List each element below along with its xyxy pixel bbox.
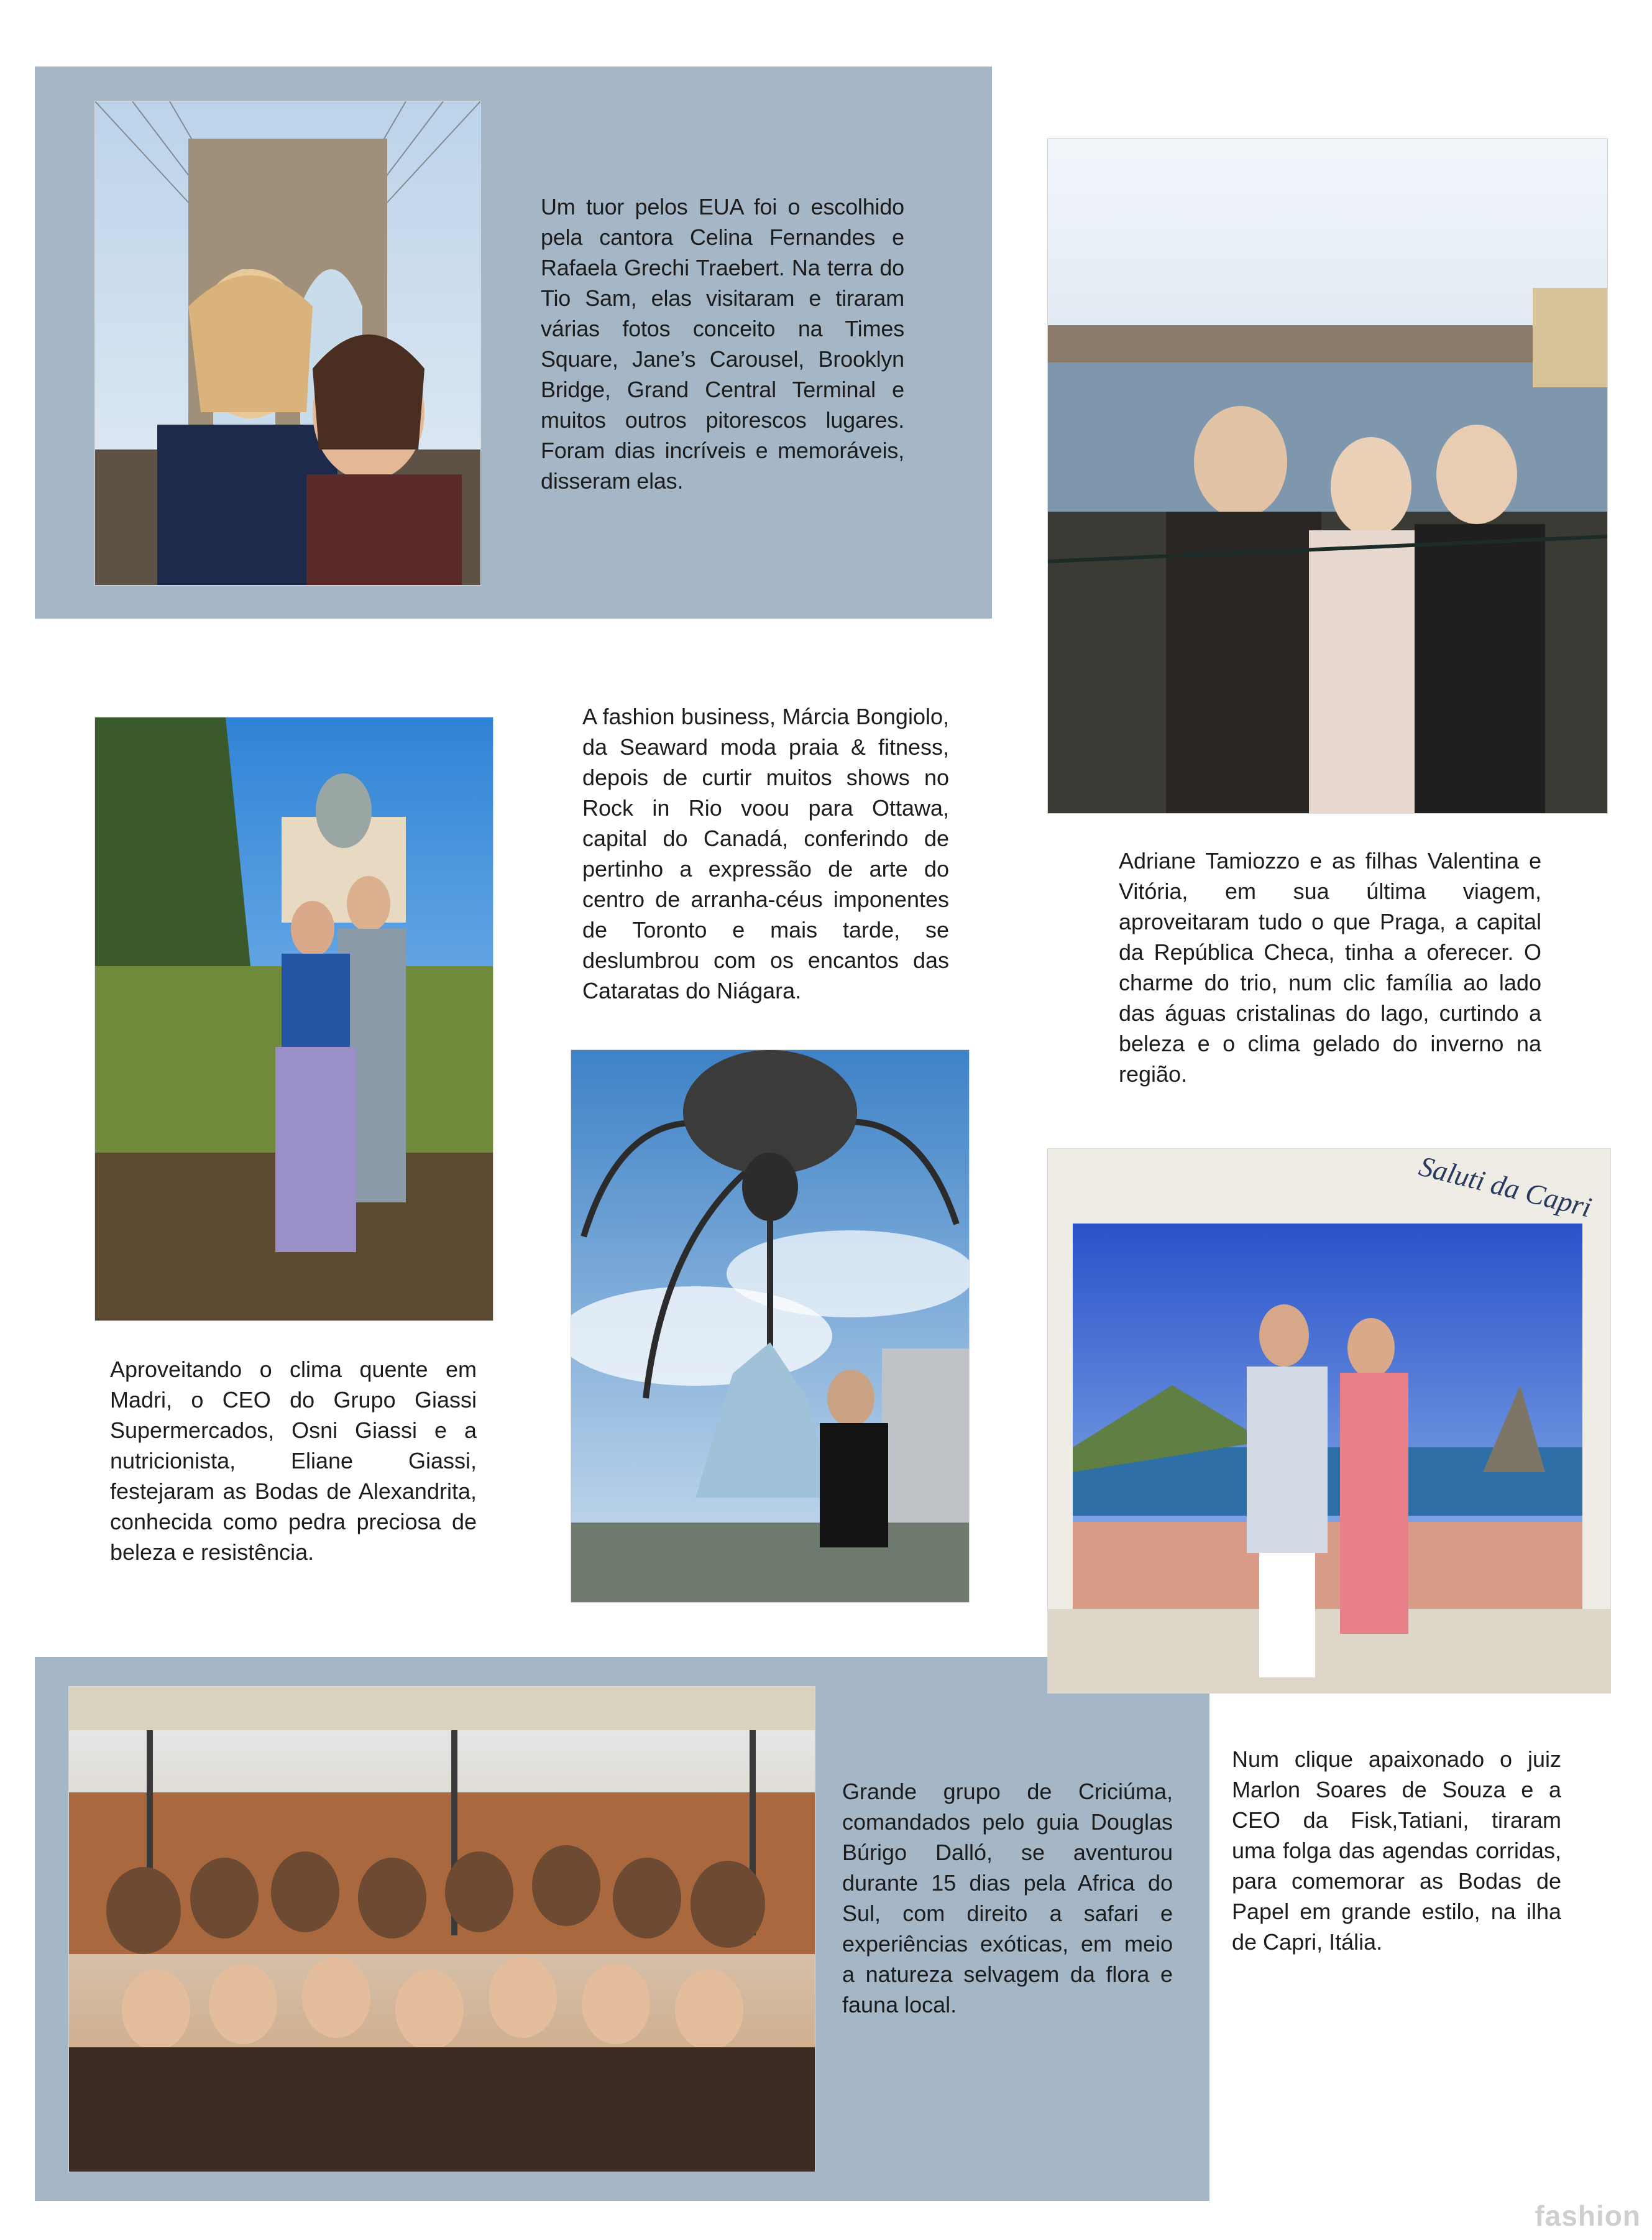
brand-watermark: fashion [1535, 2200, 1641, 2232]
caption-madrid: Aproveitando o clima quente em Madri, o CEO do Grupo Giassi Supermercados, Osni Giassi e a nutricionista, Eliane Giassi, festejaram as Bodas de Alexandrita, conhecida como pedra preciosa de beleza e resistência. [110, 1357, 477, 1565]
photo-africa-safari [68, 1686, 815, 2172]
caption-canada: A fashion business, Márcia Bongiolo, da Seaward moda praia & fitness, depois de curtir muitos shows no Rock in Rio voou para Ottawa, capital do Canadá, conferindo de pertinho a expressão de arte do centro de arranha-céus imponentes de Toronto e mais tarde, se deslumbrou com os encantos das Cataratas do Niágara. [582, 704, 949, 1003]
photo-ottawa-spider [571, 1049, 970, 1603]
photo-madrid [94, 717, 493, 1321]
caption-capri: Num clique apaixonado o juiz Marlon Soares de Souza e a CEO da Fisk,Tatiani, tiraram uma folga das agendas corridas, para comemorar as Bodas de Papel em grande estilo, na ilha de Capri, Itália. [1232, 1746, 1561, 1955]
photo-brooklyn-bridge [94, 101, 481, 586]
photo-capri [1047, 1148, 1611, 1694]
caption-prague: Adriane Tamiozzo e as filhas Valentina e Vitória, em sua última viagem, aproveitaram tudo o que Praga, a capital da República Checa, tinha a oferecer. O charme do trio, num clic família ao lado das águas cristalinas do lago, curtindo a beleza e o clima gelado do inverno na região. [1119, 848, 1541, 1087]
caption-africa: Grande grupo de Criciúma, comandados pelo guia Douglas Búrigo Dalló, se aventurou durante 15 dias pela Africa do Sul, com direito a safari e experiências exóticas, em meio a natureza selvagem da flora e fauna local. [842, 1779, 1173, 2017]
caption-usa-tour: Um tuor pelos EUA foi o escolhido pela cantora Celina Fernandes e Rafaela Grechi Traebert. Na terra do Tio Sam, elas visitaram e tiraram várias fotos conceito na Times Square, Jane’s Carousel, Brooklyn Bridge, Grand Central Terminal e muitos outros pitorescos lugares. Foram dias incríveis e memoráveis, disseram elas. [541, 194, 904, 494]
photo-prague [1047, 138, 1608, 814]
capri-sign-text: Saluti da Capri [1416, 1150, 1595, 1224]
